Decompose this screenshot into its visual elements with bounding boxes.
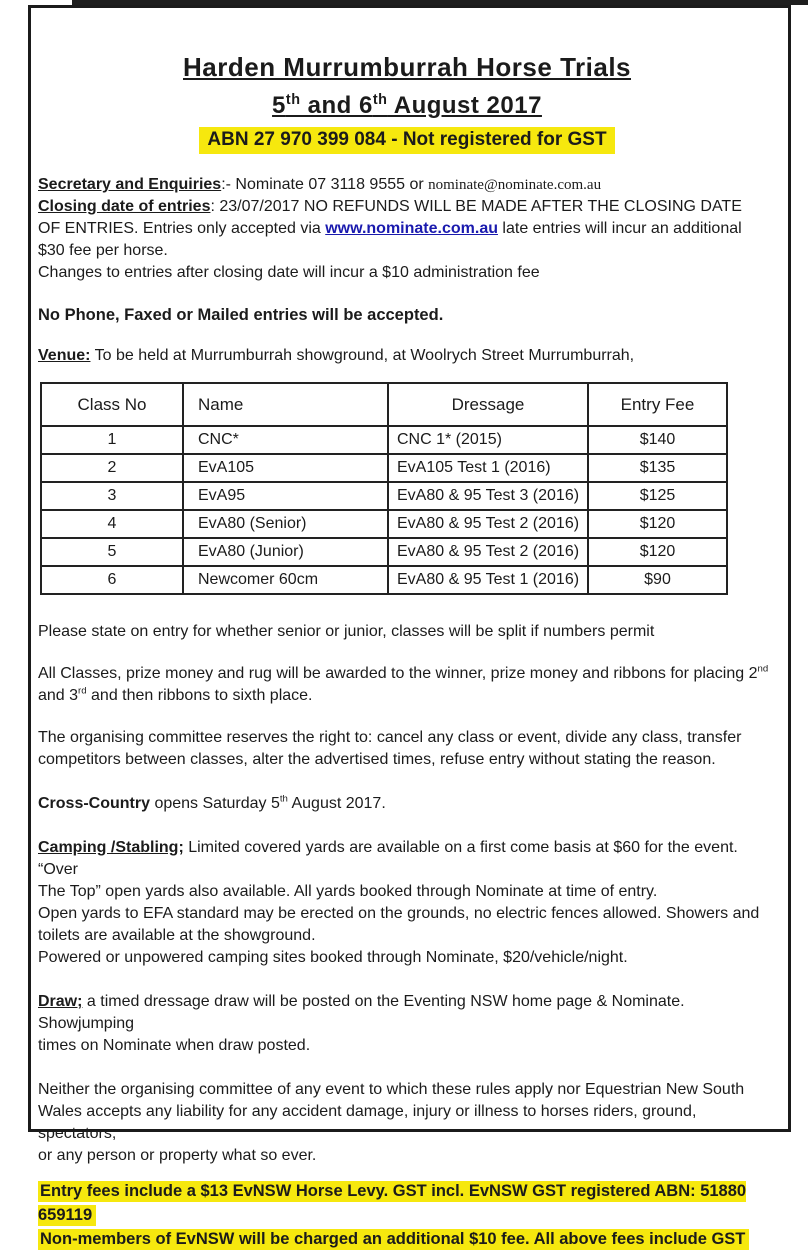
table-row [41, 426, 727, 454]
cell-class-no: 4 [41, 510, 183, 538]
fees-levy-highlight-line [38, 1179, 776, 1227]
event-dates: 5th and 6th August 2017 [272, 92, 542, 119]
cell-name: EvA80 (Junior) [183, 538, 388, 566]
cell-class-no: 2 [41, 454, 183, 482]
cell-dressage: EvA105 Test 1 (2016) [388, 454, 588, 482]
table-header-row [41, 383, 727, 426]
senior-junior-note: Please state on entry for whether senior or junior, classes will be split if numbers permit [38, 623, 655, 640]
abn-banner [38, 127, 776, 154]
col-header-entry-fee: Entry Fee [588, 383, 727, 426]
table-row [41, 566, 727, 594]
cell-entry-fee: $135 [588, 454, 727, 482]
cell-class-no: 1 [41, 426, 183, 454]
cell-entry-fee: $120 [588, 510, 727, 538]
cell-name: CNC* [183, 426, 388, 454]
cell-dressage: EvA80 & 95 Test 2 (2016) [388, 510, 588, 538]
closing-date-paragraph: Closing date of entries: 23/07/2017 NO REFUNDS WILL BE MADE AFTER THE CLOSING DATE OF ENTRIES. Entries only accepted via www.nominate.com.au late entries will incur an additional $30 fee per horse. Changes to entries after closing date will incur a $10 administration fee [38, 198, 742, 281]
table-row [41, 510, 727, 538]
cell-entry-fee: $90 [588, 566, 727, 594]
nominate-link[interactable]: www.nominate.com.au [325, 220, 498, 237]
cell-name: EvA95 [183, 482, 388, 510]
cell-class-no: 5 [41, 538, 183, 566]
non-members-highlight-line [38, 1227, 776, 1251]
liability-paragraph: Neither the organising committee of any event to which these rules apply nor Equestrian New South Wales accepts any liability for any accident damage, injury or illness to horses riders, ground, spectators, or any person or property what so ever. [38, 1081, 745, 1164]
prizes-paragraph: All Classes, prize money and rug will be awarded to the winner, prize money and ribbons for placing 2nd and 3rd and then ribbons to sixth place. [38, 663, 769, 704]
cell-dressage: EvA80 & 95 Test 3 (2016) [388, 482, 588, 510]
cell-dressage: CNC 1* (2015) [388, 426, 588, 454]
table-row [41, 482, 727, 510]
cell-entry-fee: $125 [588, 482, 727, 510]
secretary-line: Secretary and Enquiries:- Nominate 07 3118 9555 or nominate@nominate.com.au [38, 176, 602, 193]
event-title: Harden Murrumburrah Horse Trials [183, 52, 631, 82]
col-header-dressage: Dressage [388, 383, 588, 426]
non-members-text: Non-members of EvNSW will be charged an additional $10 fee. All above fees include GST [38, 1229, 749, 1250]
no-phone-notice: No Phone, Faxed or Mailed entries will be accepted. [38, 306, 444, 324]
committee-rights-paragraph: The organising committee reserves the right to: cancel any class or event, divide any class, transfer competitors between classes, alter the advertised times, refuse entry without stating the reason. [38, 729, 742, 768]
table-row [41, 538, 727, 566]
cell-entry-fee: $120 [588, 538, 727, 566]
table-row [41, 454, 727, 482]
col-header-class-no: Class No [41, 383, 183, 426]
document-page [28, 5, 791, 1248]
cell-name: EvA105 [183, 454, 388, 482]
cell-name: EvA80 (Senior) [183, 510, 388, 538]
cell-entry-fee: $140 [588, 426, 727, 454]
cell-dressage: EvA80 & 95 Test 1 (2016) [388, 566, 588, 594]
cross-country-line: Cross-Country opens Saturday 5th August 2017. [38, 793, 386, 812]
camping-stabling-paragraph: Camping /Stabling; Limited covered yards are available on a first come basis at $60 for the event. “Over The Top” open yards also available. All yards booked through Nominate at time of entry. Open yards to EFA standard may be erected on the grounds, no electric fences allowed. Showers and toilets are available at the showground. Powered or unpowered camping sites booked through Nominate, $20/vehicle/night. [38, 839, 760, 966]
col-header-name: Name [183, 383, 388, 426]
fees-levy-text: Entry fees include a $13 EvNSW Horse Levy. GST incl. EvNSW GST registered ABN: 51880 659119 [38, 1182, 747, 1224]
draw-paragraph: Draw; a timed dressage draw will be posted on the Eventing NSW home page & Nominate. Showjumping times on Nominate when draw posted. [38, 993, 685, 1054]
cell-dressage: EvA80 & 95 Test 2 (2016) [388, 538, 588, 566]
cell-name: Newcomer 60cm [183, 566, 388, 594]
abn-highlight-text: ABN 27 970 399 084 - Not registered for GST [199, 127, 614, 154]
classes-table [40, 382, 728, 595]
cell-class-no: 3 [41, 482, 183, 510]
cell-class-no: 6 [41, 566, 183, 594]
venue-line: Venue: To be held at Murrumburrah showground, at Woolrych Street Murrumburrah, [38, 347, 635, 364]
